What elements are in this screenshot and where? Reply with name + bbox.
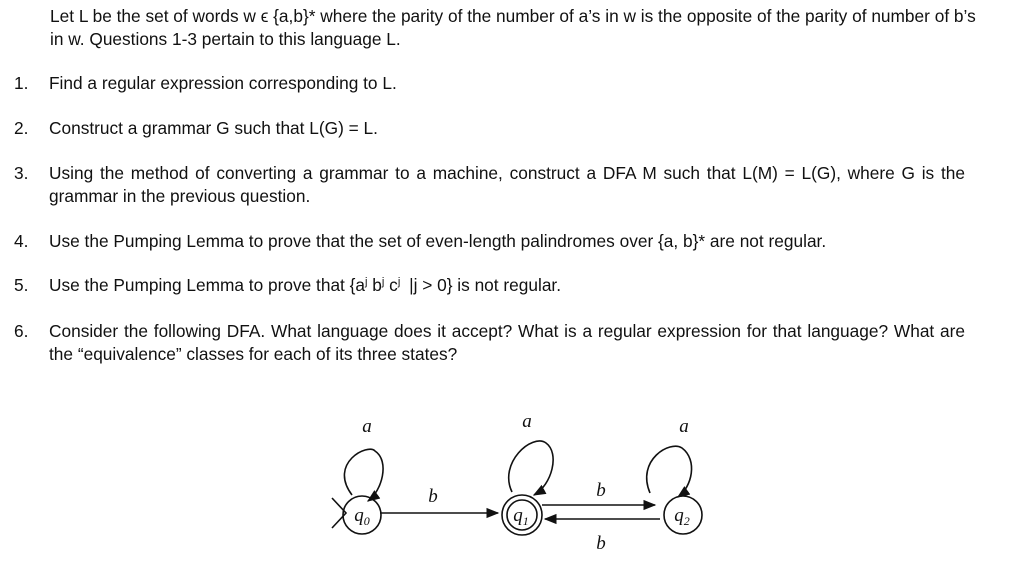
question-2-text: Construct a grammar G such that L(G) = L.	[49, 118, 378, 138]
dfa-diagram	[320, 405, 720, 580]
question-5-number: 5.	[14, 275, 29, 295]
intro-text-pre: Let L be the set of words w	[50, 6, 256, 26]
label-loop-q2: a	[679, 416, 689, 437]
question-6-number: 6.	[14, 321, 29, 341]
label-loop-q1: a	[522, 411, 532, 432]
question-5-text-mid2: c	[384, 275, 398, 295]
exponent-j-3: j	[397, 276, 401, 288]
label-q2-q1: b	[596, 533, 606, 554]
question-3-number: 3.	[14, 163, 29, 183]
label-q1-q2: b	[596, 480, 606, 501]
question-5-text-mid1: b	[367, 275, 382, 295]
question-5-text	[49, 274, 965, 297]
self-loop-q0	[344, 449, 383, 501]
question-4-number: 4.	[14, 231, 29, 251]
label-loop-q0: a	[362, 416, 372, 437]
question-5-text-post: |j > 0} is not regular.	[404, 275, 562, 295]
question-1-text: Find a regular expression corresponding to L.	[49, 73, 397, 93]
intro-paragraph	[50, 5, 990, 51]
state-q0-label: $q_0$	[354, 505, 370, 528]
question-4-text: Use the Pumping Lemma to prove that the set of even-length palindromes over {a, b}* are not regular.	[49, 231, 827, 251]
question-3-text: Using the method of converting a grammar to a machine, construct a DFA M such that L(M) = L(G), where G is the grammar in the previous question.	[49, 163, 965, 206]
state-q2-label: $q_2$	[674, 505, 690, 528]
intro-text-post: {a,b}* where the parity of the number of a’s in w is the opposite of the parity of number of b’s in w. Questions 1-3 pertain to this language L.	[50, 6, 976, 49]
exponent-j-2: j	[381, 276, 385, 288]
label-q0-q1: b	[428, 486, 438, 507]
exponent-j-1: j	[365, 276, 368, 288]
question-5-text-pre: Use the Pumping Lemma to prove that {a	[49, 275, 366, 295]
state-q1-label: $q_1$	[513, 505, 529, 528]
element-of-symbol: ϵ	[260, 6, 269, 26]
question-6-text: Consider the following DFA. What language does it accept? What is a regular expression for that language? What are the “equivalence” classes for each of its three states?	[49, 321, 965, 364]
question-1-number: 1.	[14, 73, 29, 93]
self-loop-q2	[647, 446, 692, 497]
question-2-number: 2.	[14, 118, 29, 138]
self-loop-q1	[509, 441, 553, 495]
